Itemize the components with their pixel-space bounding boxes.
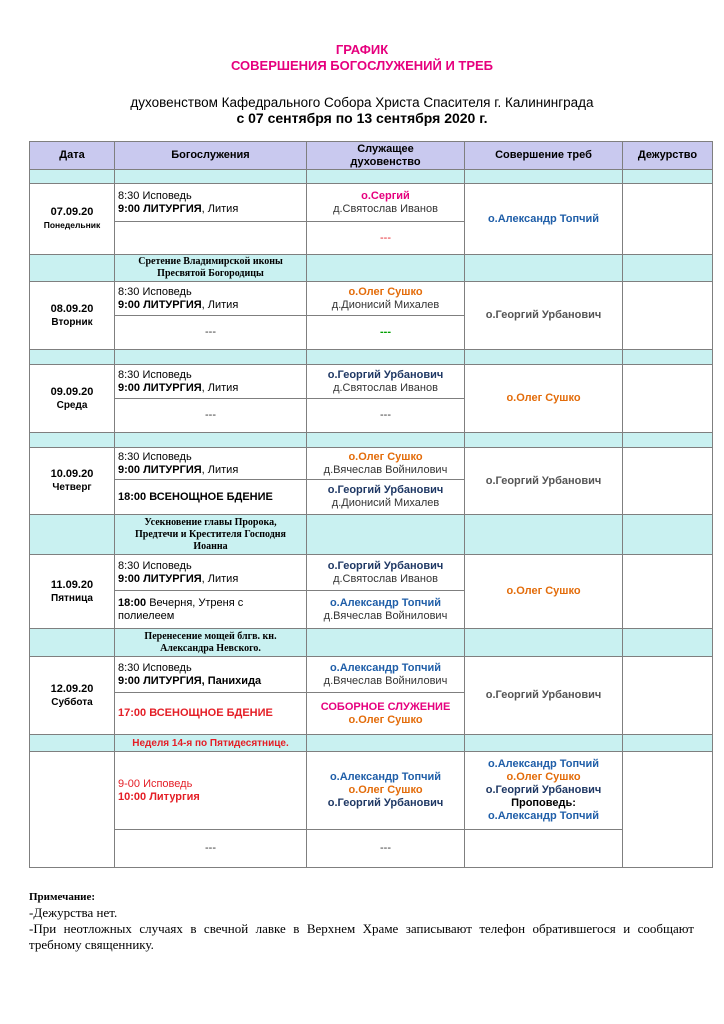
clergy-cell	[307, 365, 465, 399]
feast-row	[30, 515, 713, 555]
clergy-cell	[307, 480, 465, 515]
weekday: Пятница	[51, 592, 93, 604]
deacon: д.Дионисий Михалев	[331, 298, 440, 311]
weekday: Суббота	[51, 696, 93, 708]
confession-time: 8:30 Исповедь	[118, 559, 192, 572]
table-row	[30, 448, 713, 480]
priest: о.Олег Сушко	[348, 784, 423, 796]
date-cell	[30, 555, 115, 629]
service-cell	[115, 657, 307, 693]
service-cell	[115, 184, 307, 222]
clergy-cell: ---	[307, 316, 465, 350]
date: 07.09.20	[50, 206, 94, 218]
clergy-cell	[307, 657, 465, 693]
schedule-table	[29, 141, 713, 868]
liturgy: 9:00 ЛИТУРГИЯ	[118, 298, 202, 311]
date-cell	[30, 365, 115, 433]
feast-row	[30, 629, 713, 657]
date: 08.09.20	[50, 302, 94, 315]
priest: о.Сергий	[361, 189, 410, 202]
feast-title	[115, 255, 307, 282]
treby-cell	[465, 752, 623, 830]
separator-row	[30, 433, 713, 448]
period: с 07 сентября по 13 сентября 2020 г.	[236, 110, 488, 126]
clergy-cell: ---	[307, 830, 465, 868]
feast-title: Неделя 14-я по Пятидесятнице.	[115, 735, 307, 752]
treby-cell: о.Олег Сушко	[465, 555, 623, 629]
duty-cell	[623, 365, 713, 433]
priest: о.Александр Топчий	[329, 771, 442, 783]
clergy-cell: ---	[307, 222, 465, 255]
priest: о.Александр Топчий	[329, 661, 442, 674]
deacon: д.Святослав Иванов	[333, 572, 438, 585]
priest: о.Георгий Урбанович	[327, 559, 444, 572]
treby-priest: о.Александр Топчий	[487, 758, 600, 770]
liturgy: 9:00 ЛИТУРГИЯ	[118, 463, 202, 476]
feast-line: Иоанна	[193, 540, 228, 552]
weekday: Вторник	[51, 316, 93, 328]
feast-line: Сретение Владимирской иконы	[138, 256, 283, 267]
sermon-label: Проповедь:	[511, 797, 576, 809]
clergy-cell	[307, 555, 465, 591]
service-cell: ---	[115, 399, 307, 433]
table-header-row	[30, 142, 713, 170]
service-cell	[115, 752, 307, 830]
service-extra: , Лития	[201, 463, 239, 476]
service-cell	[115, 282, 307, 316]
date: 12.09.20	[50, 682, 94, 695]
sermon-priest: о.Александр Топчий	[487, 810, 600, 822]
note-line: -Дежурства нет.	[29, 905, 118, 920]
treby-cell: о.Георгий Урбанович	[465, 282, 623, 350]
vespers-text-2: полиелеем	[118, 609, 175, 622]
table-row	[30, 365, 713, 399]
date-cell	[30, 448, 115, 515]
treby-cell: о.Олег Сушко	[465, 365, 623, 433]
weekday: Четверг	[52, 482, 92, 493]
clergy-cell	[307, 693, 465, 735]
separator-row	[30, 350, 713, 365]
vespers-text: Вечерня, Утреня с	[146, 596, 244, 609]
deacon: д.Святослав Иванов	[333, 202, 438, 215]
table-row	[30, 555, 713, 591]
feast-title	[115, 515, 307, 555]
priest: о.Александр Топчий	[329, 596, 442, 609]
feast-row	[30, 255, 713, 282]
sobor-service: СОБОРНОЕ СЛУЖЕНИЕ	[320, 700, 451, 713]
service-cell	[115, 222, 307, 255]
clergy-cell	[307, 752, 465, 830]
duty-cell	[623, 555, 713, 629]
confession-time: 8:30 Исповедь	[118, 285, 192, 298]
clergy-cell	[307, 448, 465, 480]
col-treby: Совершение треб	[465, 142, 623, 170]
deacon: д.Вячеслав Войнилович	[323, 674, 448, 687]
service-cell	[115, 555, 307, 591]
table-row	[30, 184, 713, 222]
service-cell	[115, 365, 307, 399]
table-row	[30, 282, 713, 316]
clergy-cell	[307, 282, 465, 316]
service-extra: , Лития	[201, 202, 239, 215]
service-cell	[115, 591, 307, 629]
date: 11.09.20	[50, 578, 94, 591]
treby-cell: о.Георгий Урбанович	[465, 448, 623, 515]
feast-title	[115, 629, 307, 657]
weekday: Понедельник	[43, 220, 101, 230]
vespers-time: 18:00	[118, 596, 147, 609]
service-cell: ---	[115, 316, 307, 350]
service-cell: 18:00 ВСЕНОЩНОЕ БДЕНИЕ	[115, 480, 307, 515]
confession-time: 9-00 Исповедь	[118, 777, 193, 790]
confession-time: 8:30 Исповедь	[118, 189, 192, 202]
service-extra: , Лития	[201, 381, 239, 394]
treby-priest: о.Георгий Урбанович	[485, 784, 602, 796]
col-clergy: Служащее духовенство	[307, 142, 465, 170]
col-duty: Дежурство	[623, 142, 713, 170]
service-cell	[115, 448, 307, 480]
separator-row	[30, 170, 713, 184]
treby-priest: о.Олег Сушко	[506, 771, 581, 783]
priest: о.Олег Сушко	[348, 713, 423, 726]
service-extra: , Лития	[201, 572, 239, 585]
priest: о.Олег Сушко	[348, 450, 423, 463]
col-services: Богослужения	[115, 142, 307, 170]
feast-line: Усекновение главы Пророка,	[144, 516, 277, 528]
confession-time: 8:30 Исповедь	[118, 661, 192, 674]
date-cell	[30, 752, 115, 868]
liturgy: 9:00 ЛИТУРГИЯ	[118, 572, 202, 585]
weekday: Среда	[56, 399, 88, 411]
note-line: -При неотложных случаях в свечной лавке в Верхнем Храме записывают телефон обратившегося и сообщают требному священнику.	[29, 921, 694, 952]
subtitle: духовенством Кафедрального Собора Христа Спасителя г. Калининграда	[130, 95, 594, 110]
duty-cell	[623, 282, 713, 350]
priest: о.Георгий Урбанович	[327, 797, 444, 809]
col-date: Дата	[30, 142, 115, 170]
service-cell: 17:00 ВСЕНОЩНОЕ БДЕНИЕ	[115, 693, 307, 735]
confession-time: 8:30 Исповедь	[118, 450, 192, 463]
date: 10.09.20	[50, 468, 94, 480]
liturgy: 9:00 ЛИТУРГИЯ, Панихида	[118, 674, 262, 687]
feast-row	[30, 735, 713, 752]
treby-cell: о.Александр Топчий	[465, 184, 623, 255]
duty-cell	[623, 448, 713, 515]
treby-cell	[465, 830, 623, 868]
table-row	[30, 752, 713, 830]
date-cell	[30, 657, 115, 735]
feast-line: Александра Невского.	[160, 642, 261, 654]
deacon: д.Вячеслав Войнилович	[323, 609, 448, 622]
duty-cell	[623, 657, 713, 735]
duty-cell	[623, 184, 713, 255]
treby-cell: о.Георгий Урбанович	[465, 657, 623, 735]
deacon: д.Вячеслав Войнилович	[323, 463, 448, 476]
deacon: д.Святослав Иванов	[333, 381, 438, 394]
feast-line: Перенесение мощей блгв. кн.	[144, 630, 277, 642]
schedule-title	[0, 42, 724, 74]
title-line-2: СОВЕРШЕНИЯ БОГОСЛУЖЕНИЙ И ТРЕБ	[230, 58, 494, 73]
date: 09.09.20	[50, 385, 94, 398]
clergy-cell	[307, 591, 465, 629]
duty-cell	[623, 752, 713, 868]
date-cell	[30, 184, 115, 255]
date-cell	[30, 282, 115, 350]
table-row	[30, 830, 713, 868]
confession-time: 8:30 Исповедь	[118, 368, 192, 381]
clergy-cell	[307, 184, 465, 222]
priest: о.Георгий Урбанович	[327, 484, 444, 496]
notes	[29, 889, 694, 953]
liturgy: 9:00 ЛИТУРГИЯ	[118, 202, 202, 215]
deacon: д.Дионисий Михалев	[331, 497, 440, 509]
title-line-1: ГРАФИК	[335, 42, 389, 57]
notes-heading: Примечание:	[29, 891, 96, 903]
liturgy: 10:00 Литургия	[118, 790, 200, 803]
feast-line: Предтечи и Крестителя Господня	[135, 528, 286, 540]
liturgy: 9:00 ЛИТУРГИЯ	[118, 381, 202, 394]
priest: о.Георгий Урбанович	[327, 368, 444, 381]
priest: о.Олег Сушко	[348, 285, 423, 298]
clergy-cell: ---	[307, 399, 465, 433]
table-row	[30, 657, 713, 693]
service-extra: , Лития	[201, 298, 239, 311]
feast-line: Пресвятой Богородицы	[157, 268, 264, 279]
service-cell: ---	[115, 830, 307, 868]
